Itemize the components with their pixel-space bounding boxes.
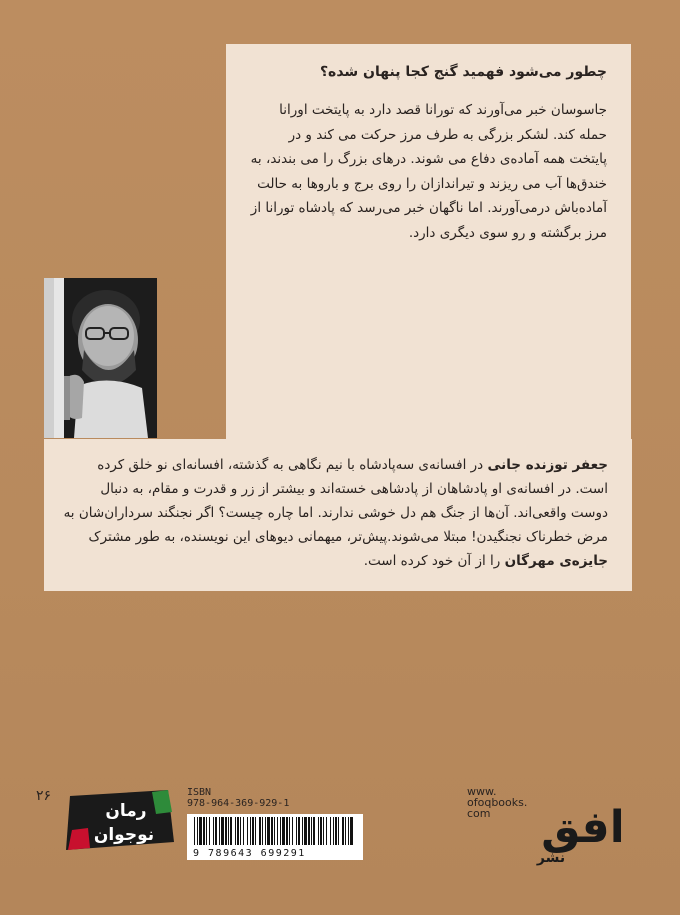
barcode-bar bbox=[333, 817, 334, 845]
barcode-bar bbox=[215, 817, 217, 845]
barcode-bar bbox=[345, 817, 346, 845]
barcode-bars bbox=[192, 817, 358, 847]
barcode-bar bbox=[225, 817, 227, 845]
barcode-bar bbox=[235, 817, 236, 845]
barcode-bar bbox=[203, 817, 205, 845]
barcode-digits: 9 789643 699291 bbox=[193, 848, 306, 859]
series-logo-line1: رمان bbox=[105, 801, 147, 821]
page-number: ۲۶ bbox=[36, 788, 52, 804]
barcode-bar bbox=[318, 817, 319, 845]
barcode-bar bbox=[282, 817, 285, 845]
publisher-suffix: نشر bbox=[536, 850, 566, 866]
barcode bbox=[187, 814, 363, 860]
isbn-number: 978-964-369-929-1 bbox=[187, 798, 290, 809]
barcode-bar bbox=[271, 817, 273, 845]
barcode-bar bbox=[280, 817, 281, 845]
barcode-bar bbox=[197, 817, 198, 845]
website-line1: www. bbox=[467, 785, 497, 798]
barcode-bar bbox=[259, 817, 261, 845]
isbn-label: ISBN bbox=[187, 787, 212, 798]
publisher-logo bbox=[531, 776, 621, 868]
publisher-website bbox=[467, 786, 527, 819]
author-portrait-image bbox=[44, 278, 157, 438]
barcode-bar bbox=[342, 817, 344, 845]
website-line3: com bbox=[467, 807, 491, 820]
barcode-bar bbox=[335, 817, 337, 845]
about-author-text bbox=[62, 453, 608, 573]
excerpt-panel bbox=[226, 44, 631, 439]
barcode-bar bbox=[219, 817, 220, 845]
isbn-block bbox=[187, 787, 363, 860]
barcode-bar bbox=[292, 817, 293, 845]
about-author-panel bbox=[44, 439, 632, 591]
barcode-bar bbox=[274, 817, 275, 845]
barcode-bar bbox=[262, 817, 263, 845]
about-text-part2: را از آن خود کرده است. bbox=[363, 553, 505, 569]
barcode-bar bbox=[252, 817, 254, 845]
barcode-bar bbox=[250, 817, 251, 845]
barcode-bar bbox=[304, 817, 307, 845]
barcode-bar bbox=[230, 817, 232, 845]
publisher-name: افق bbox=[541, 802, 621, 853]
author-name: جعفر توزنده جانی bbox=[487, 457, 608, 473]
author-photo bbox=[44, 278, 157, 438]
barcode-bar bbox=[265, 817, 266, 845]
barcode-bar bbox=[308, 817, 310, 845]
barcode-bar bbox=[237, 817, 239, 845]
barcode-bar bbox=[243, 817, 244, 845]
barcode-bar bbox=[338, 817, 339, 845]
barcode-bar bbox=[247, 817, 248, 845]
publisher-logo-image bbox=[531, 776, 621, 868]
barcode-bar bbox=[311, 817, 312, 845]
barcode-bar bbox=[209, 817, 210, 845]
barcode-bar bbox=[313, 817, 315, 845]
barcode-bar bbox=[348, 817, 349, 845]
barcode-bar bbox=[323, 817, 324, 845]
barcode-bar bbox=[286, 817, 288, 845]
barcode-bar bbox=[350, 817, 353, 845]
award-name: جایزه‌ی مهرگان bbox=[504, 553, 608, 569]
barcode-bar bbox=[255, 817, 256, 845]
barcode-bar bbox=[221, 817, 224, 845]
series-logo-line2: نوجوان bbox=[93, 825, 155, 845]
barcode-bar bbox=[330, 817, 331, 845]
about-text-part1: در افسانه‌ی سه‌پادشاه با نیم نگاهی به گذشته، افسانه‌ای نو خلق کرده است. در افسانه‌ی او پادشاهان از پادشاهی خسته‌اند و بیشتر از زر و قدرت و مقام، به دنبال دوست واقعی‌اند. آن‌ها از جنگ هم دل خوشی ندارند. اما چاره چیست؟ اگر نجنگند سرداران‌شان به مرض خطرناک نجنگیدن! مبتلا می‌شوند.پیش‌تر، میهمانی دیوهای این نویسنده، به طور مشترک bbox=[63, 457, 608, 545]
website-line2: ofoqbooks. bbox=[467, 796, 528, 809]
series-logo-image bbox=[64, 790, 176, 852]
barcode-bar bbox=[199, 817, 202, 845]
barcode-bar bbox=[206, 817, 207, 845]
barcode-bar bbox=[298, 817, 300, 845]
series-logo bbox=[64, 790, 176, 852]
barcode-bar bbox=[240, 817, 241, 845]
barcode-bar bbox=[194, 817, 195, 845]
barcode-bar bbox=[213, 817, 214, 845]
barcode-bar bbox=[289, 817, 290, 845]
barcode-bar bbox=[302, 817, 303, 845]
barcode-bar bbox=[296, 817, 297, 845]
barcode-bar bbox=[277, 817, 278, 845]
excerpt-title: چطور می‌شود فهمید گنج کجا پنهان شده؟ bbox=[319, 64, 607, 80]
barcode-bar bbox=[326, 817, 327, 845]
excerpt-body: جاسوسان خبر می‌آورند که تورانا قصد دارد به پایتخت اورانا حمله کند. لشکر بزرگی به طرف مرز حرکت می کند و در پایتخت همه آماده‌ی دفاع می شوند. درهای بزرگ را می بندند، به خندق‌ها آب می ریزند و تیراندازان را روی برج و باروها به حالت آماده‌باش درمی‌آورند. اما ناگهان خبر می‌رسد که پادشاه تورانا از مرز برگشته و رو سوی دیگری دارد. bbox=[250, 102, 607, 241]
barcode-bar bbox=[267, 817, 270, 845]
barcode-bar bbox=[228, 817, 229, 845]
barcode-bar bbox=[320, 817, 322, 845]
